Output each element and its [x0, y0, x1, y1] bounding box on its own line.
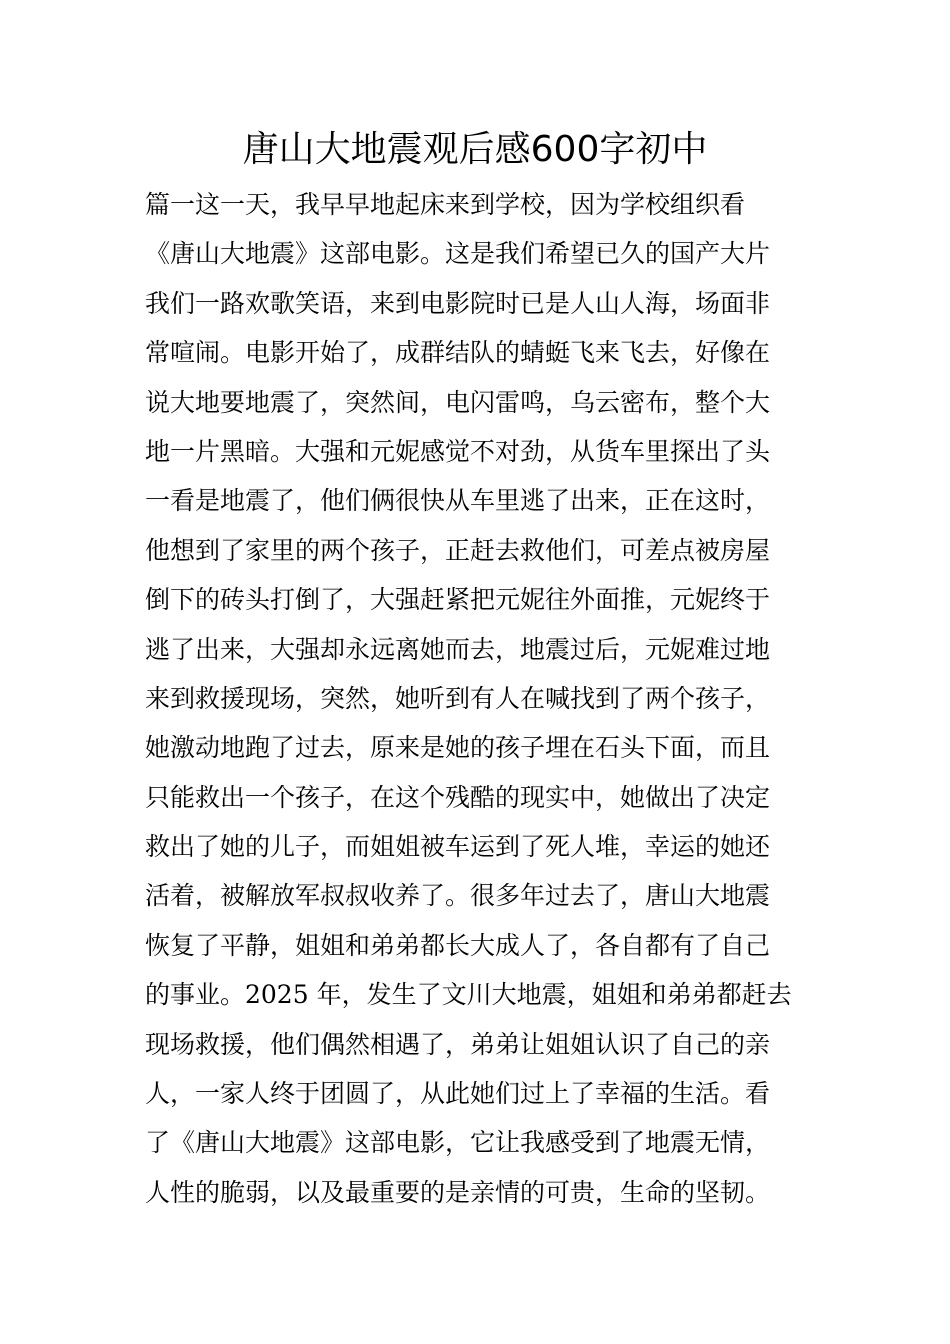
document-title: 唐山大地震观后感600字初中 — [242, 129, 708, 170]
body-line: 现场救援，他们偶然相遇了，弟弟让姐姐认识了自己的亲 — [145, 1029, 771, 1059]
body-line: 他想到了家里的两个孩子，正赶去救他们，可差点被房屋 — [145, 535, 771, 565]
body-line: 地一片黑暗。大强和元妮感觉不对劲，从货车里探出了头 — [145, 436, 771, 466]
body-line: 她激动地跑了过去，原来是她的孩子埋在石头下面，而且 — [145, 733, 771, 763]
body-line: 倒下的砖头打倒了，大强赶紧把元妮往外面推，元妮终于 — [145, 585, 771, 615]
body-line: 来到救援现场，突然，她听到有人在喊找到了两个孩子， — [145, 683, 771, 713]
body-line: 人性的脆弱，以及最重要的是亲情的可贵，生命的坚韧。 — [145, 1177, 771, 1207]
body-line: 人，一家人终于团圆了，从此她们过上了幸福的生活。看 — [145, 1079, 771, 1109]
body-line: 只能救出一个孩子，在这个残酷的现实中，她做出了决定 — [145, 782, 771, 812]
body-line: 逃了出来，大强却永远离她而去，地震过后，元妮难过地 — [145, 634, 771, 664]
body-line: 救出了她的儿子，而姐姐被车运到了死人堆，幸运的她还 — [145, 832, 771, 862]
body-line: 《唐山大地震》这部电影。这是我们希望已久的国产大片 — [145, 239, 771, 269]
body-line: 恢复了平静，姐姐和弟弟都长大成人了，各自都有了自己 — [145, 930, 771, 960]
body-line: 我们一路欢歌笑语，来到电影院时已是人山人海，场面非 — [145, 288, 771, 318]
body-line: 说大地要地震了，突然间，电闪雷鸣，乌云密布，整个大 — [145, 387, 771, 417]
body-line: 的事业。2025 年，发生了文川大地震，姐姐和弟弟都赶去 — [145, 980, 792, 1010]
body-line: 篇一这一天，我早早地起床来到学校，因为学校组织看 — [145, 190, 746, 219]
body-line: 活着，被解放军叔叔收养了。很多年过去了，唐山大地震 — [145, 881, 771, 911]
body-line: 一看是地震了，他们俩很快从车里逃了出来，正在这时， — [145, 486, 771, 516]
document-body — [145, 180, 815, 1217]
body-line: 了《唐山大地震》这部电影，它让我感受到了地震无情， — [145, 1128, 771, 1158]
body-line: 常喧闹。电影开始了，成群结队的蜻蜓飞来飞去，好像在 — [145, 338, 771, 368]
